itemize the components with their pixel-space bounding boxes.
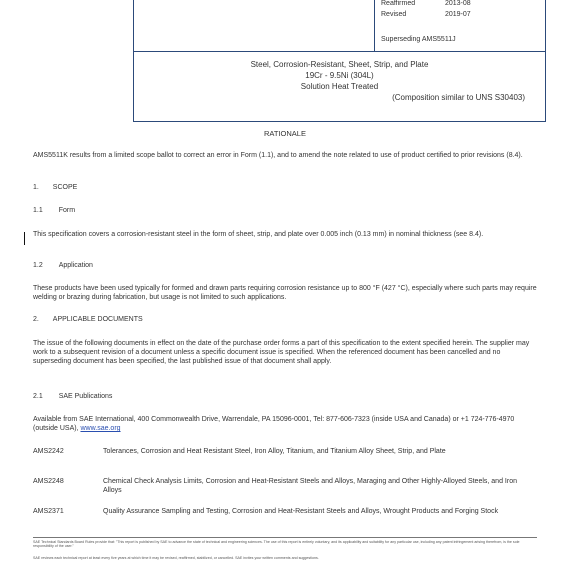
meta-value: 2013-08	[444, 0, 471, 7]
section-number: 1.2	[33, 262, 43, 269]
applicable-text: The issue of the following documents in effect on the date of the purchase order forms a part of this specification to the extent specified herein. The supplier may work to a subsequent revision of a document unless a specific document issue is specified. When the referenced document has been cancelled and no superseding document has been specified, the last published issue of that document shall apply.	[33, 340, 530, 365]
header-divider-vertical	[374, 0, 375, 51]
meta-value: 2019-07	[444, 11, 471, 18]
section-scope-heading	[33, 184, 77, 191]
header-box	[133, 0, 546, 122]
rationale-heading: RATIONALE	[264, 129, 306, 138]
sae-website-link[interactable]: www.sae.org	[80, 425, 121, 432]
reference-code: AMS2371	[33, 508, 64, 515]
document-title	[134, 59, 545, 103]
section-sae-heading	[33, 393, 112, 400]
application-text: These products have been used typically for formed and drawn parts requiring corrosion resistance up to 800 °F (427 °C), especially where such parts may require welding or brazing during fabrication, but usage is not limited to such applications.	[33, 285, 537, 301]
rationale-text: AMS5511K results from a limited scope ballot to correct an error in Form (1.1), and to amend the note related to use of product certified to prior revisions (8.4).	[33, 152, 523, 159]
footer-review-note: SAE reviews each technical report at least every five years at which time it may be revised, reaffirmed, stabilized, or cancelled. SAE invites your written comments and suggestions.	[33, 556, 319, 560]
section-title: APPLICABLE DOCUMENTS	[52, 316, 143, 323]
reference-description: Tolerances, Corrosion and Heat Resistant Steel, Iron Alloy, Titanium, and Titanium Alloy Sheet, Strip, and Plate	[103, 448, 446, 455]
title-line: Solution Heat Treated	[300, 82, 379, 91]
reference-code: AMS2248	[33, 478, 64, 485]
section-number: 2.1	[33, 393, 43, 400]
footer-rule	[33, 537, 537, 538]
superseding-text: Superseding AMS5511J	[381, 36, 456, 43]
sae-text	[33, 415, 537, 433]
section-number: 1.1	[33, 207, 43, 214]
section-form-heading	[33, 207, 75, 214]
reference-description: Quality Assurance Sampling and Testing, Corrosion and Heat-Resistant Steels and Alloys, Wrought Products and Forging Stock	[103, 508, 499, 515]
change-bar	[24, 232, 25, 245]
revised-row	[381, 11, 471, 18]
header-divider-horizontal	[134, 51, 545, 52]
section-application-heading	[33, 262, 93, 269]
sae-address: Available from SAE International, 400 Commonwealth Drive, Warrendale, PA 15096-0001, Tel: 877-606-7323 (inside USA and Canada) or +1 724-776-4970 (outside USA),	[33, 416, 515, 432]
section-title: SCOPE	[52, 184, 78, 191]
composition-note: (Composition similar to UNS S30403)	[392, 93, 525, 102]
meta-key: Reaffirmed	[381, 0, 416, 7]
reaffirmed-row	[381, 0, 471, 7]
section-number: 1.	[33, 184, 39, 191]
title-line: 19Cr - 9.5Ni (304L)	[305, 71, 374, 80]
section-number: 2.	[33, 316, 39, 323]
reference-code: AMS2242	[33, 448, 64, 455]
title-line: Steel, Corrosion-Resistant, Sheet, Strip, and Plate	[250, 60, 429, 69]
section-applicable-heading	[33, 316, 143, 323]
section-title: Form	[58, 207, 76, 214]
section-title: Application	[58, 262, 93, 269]
section-title: SAE Publications	[58, 393, 113, 400]
reference-description: Chemical Check Analysis Limits, Corrosion and Heat-Resistant Steels and Alloys, Maraging and Other Highly-Alloyed Steels, and Iron Alloys	[103, 478, 517, 494]
form-text: This specification covers a corrosion-resistant steel in the form of sheet, strip, and plate over 0.005 inch (0.13 mm) in nominal thickness (see 8.4).	[33, 231, 484, 238]
footer-disclaimer: SAE Technical Standards Board Rules provide that: "This report is published by SAE to advance the state of technical and engineering sciences. The use of this report is entirely voluntary, and its applicability and suitability for any particular use, including any patent infringement arising therefrom, is the sole responsibility of the user."	[33, 540, 520, 549]
meta-key: Revised	[381, 11, 407, 18]
